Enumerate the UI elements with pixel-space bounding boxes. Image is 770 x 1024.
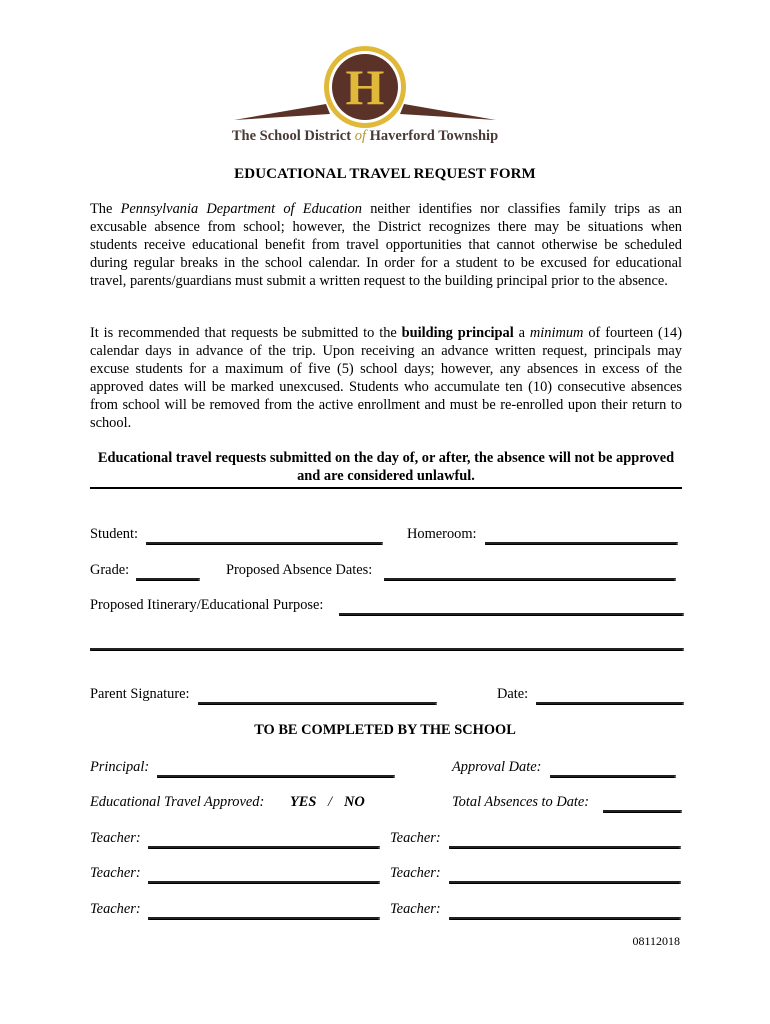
- teacher-field[interactable]: [449, 881, 681, 884]
- yes-no-separator: /: [328, 794, 332, 810]
- total-absences-field[interactable]: [603, 810, 682, 813]
- itinerary-field[interactable]: [339, 613, 684, 616]
- intro-paragraph: The Pennsylvania Department of Education neither identifies nor classifies family trips as an excusable absence from school; however, the District recognizes there may be situations when students receive educational benefit from travel opportunities that cannot otherwise be scheduled during regular breaks in the school calendar. In order for a student to be excused for educational travel, parents/guardians must submit a written request to the building principal prior to the absence.: [90, 201, 683, 289]
- teacher-label: Teacher:: [90, 830, 141, 846]
- principal-label: Principal:: [90, 759, 150, 775]
- parent-signature-field[interactable]: [198, 702, 437, 705]
- logo-letter: H: [345, 59, 385, 115]
- student-label: Student:: [90, 526, 138, 542]
- teacher-field[interactable]: [148, 881, 380, 884]
- policy-paragraph: It is recommended that requests be submitted to the building principal a minimum of fourteen (14) calendar days in advance of the trip. Upon receiving an advance written request, principals may excuse students for a maximum of five (5) school days; however, any absences in excess of the approved dates will be marked unexcused. Students who accumulate ten (10) consecutive absences from school will be removed from the active enrollment and must be re-enrolled upon their return to school.: [90, 325, 682, 431]
- total-absences-label: Total Absences to Date:: [452, 794, 590, 810]
- form-title: EDUCATIONAL TRAVEL REQUEST FORM: [234, 166, 536, 182]
- district-seal-icon: [230, 44, 500, 128]
- teacher-label: Teacher:: [90, 901, 141, 917]
- school-section-heading: TO BE COMPLETED BY THE SCHOOL: [254, 722, 516, 738]
- approval-date-field[interactable]: [550, 775, 676, 778]
- section-divider: [90, 487, 682, 489]
- teacher-field[interactable]: [148, 917, 380, 920]
- grade-label: Grade:: [90, 562, 130, 578]
- parent-date-field[interactable]: [536, 702, 684, 705]
- itinerary-field-continued[interactable]: [90, 648, 684, 651]
- teacher-label: Teacher:: [390, 830, 441, 846]
- absence-dates-field[interactable]: [384, 578, 676, 581]
- itinerary-label: Proposed Itinerary/Educational Purpose:: [90, 597, 324, 613]
- no-option[interactable]: NO: [344, 794, 365, 810]
- student-field[interactable]: [146, 542, 383, 545]
- teacher-label: Teacher:: [390, 865, 441, 881]
- parent-signature-label: Parent Signature:: [90, 686, 190, 702]
- form-code: 08112018: [632, 934, 680, 948]
- yes-option[interactable]: YES: [290, 794, 317, 810]
- warning-notice: Educational travel requests submitted on the day of, or after, the absence will not be approved and are considered unlawful.: [97, 450, 675, 484]
- absence-dates-label: Proposed Absence Dates:: [226, 562, 373, 578]
- homeroom-label: Homeroom:: [407, 526, 477, 542]
- grade-field[interactable]: [136, 578, 200, 581]
- teacher-field[interactable]: [449, 917, 681, 920]
- homeroom-field[interactable]: [485, 542, 678, 545]
- teacher-field[interactable]: [449, 846, 681, 849]
- travel-approved-label: Educational Travel Approved:: [90, 794, 265, 810]
- district-logo: [230, 44, 500, 154]
- teacher-label: Teacher:: [90, 865, 141, 881]
- principal-field[interactable]: [157, 775, 395, 778]
- approval-date-label: Approval Date:: [452, 759, 542, 775]
- teacher-field[interactable]: [148, 846, 380, 849]
- teacher-label: Teacher:: [390, 901, 441, 917]
- district-name: The School District of Haverford Township: [231, 128, 499, 144]
- parent-date-label: Date:: [497, 686, 529, 702]
